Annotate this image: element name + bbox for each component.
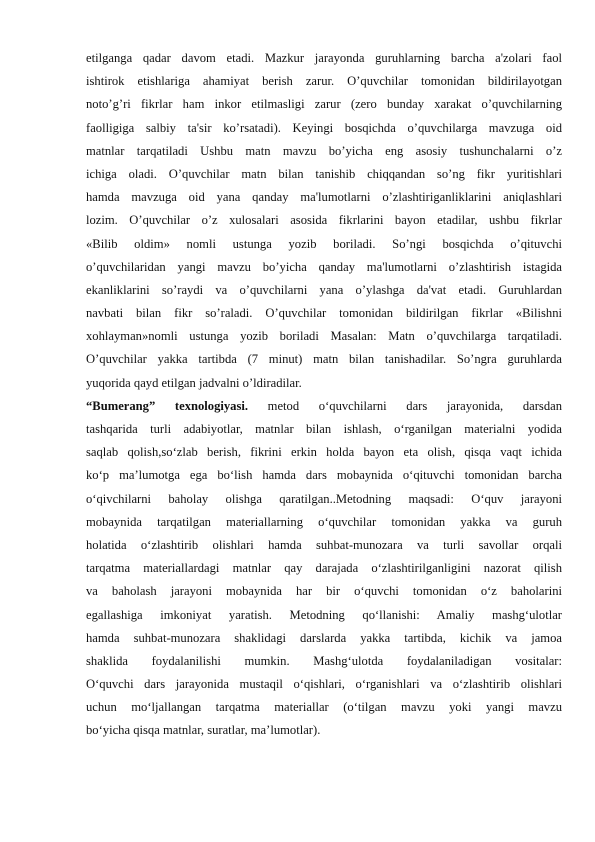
paragraph-line: lozim. O’quvchilar o’z xulosalari asosida fikrlarini bayon etadilar, ushbu fikrlar xyxy=(86,213,562,228)
paragraph-line: yuqorida qayd etilgan jadvalni o’ldiradilar. xyxy=(86,375,302,390)
paragraph-line: shaklida foydalanilishi mumkin. Mashg‘ulotda foydalaniladigan vositalar: xyxy=(86,653,562,668)
line-text: metod o‘quvchilarni dars jarayonida, darsdan xyxy=(248,398,562,413)
paragraph-line: holatida o‘zlashtirib olishlari hamda suhbat-munozara va turli savollar orqali xyxy=(86,537,562,552)
document-page xyxy=(86,47,562,743)
paragraph-line: ko‘p ma’lumotga ega bo‘lish hamda dars mobaynida o‘qituvchi tomonidan barcha xyxy=(86,468,562,483)
paragraph-line: hamda mavzuga oid yana qanday ma'lumotlarni o’zlashtiriganliklarini aniqlashlari xyxy=(86,190,562,205)
paragraph-line: «Bilib oldim» nomli ustunga yozib boriladi. So’ngi bosqichda o’qituvchi xyxy=(86,236,562,251)
paragraph-line: va baholash jarayoni mobaynida har bir o‘quvchi tomonidan o‘z baholarini xyxy=(86,584,562,599)
paragraph-line: o’quvchilaridan yangi mavzu bo’yicha qanday ma'lumotlarni o’zlashtirish istagida xyxy=(86,259,562,274)
paragraph-line: uchun mo‘ljallangan tarqatma materiallar (o‘tilgan mavzu yoki yangi mavzu xyxy=(86,700,562,715)
paragraph-1 xyxy=(86,47,562,395)
paragraph-line: saqlab qolish,so‘zlab berish, fikrini erkin holda bayon eta olish, qisqa vaqt ichida xyxy=(86,445,562,460)
paragraph-line: matnlar tarqatiladi Ushbu matn mavzu bo’yicha eng asosiy tushunchalarni o’z xyxy=(86,143,562,158)
paragraph-line: noto’g’ri fikrlar ham inkor etilmasligi zarur (zero bunday xarakat o’quvchilarning xyxy=(86,97,562,112)
paragraph-line xyxy=(86,395,562,418)
paragraph-line: xohlayman»nomli ustunga yozib boriladi Masalan: Matn o’quvchilarga tarqatiladi. xyxy=(86,329,562,344)
paragraph-line: etilganga qadar davom etadi. Mazkur jarayonda guruhlarning barcha a'zolari faol xyxy=(86,51,562,65)
paragraph-line: faolligiga salbiy ta'sir ko’rsatadi). Keyingi bosqichda o’quvchilarga mavzuga oid xyxy=(86,120,562,135)
paragraph-2 xyxy=(86,395,562,743)
paragraph-line: O’quvchilar yakka tartibda (7 minut) matn bilan tanishadilar. So’ngra guruhlarda xyxy=(86,352,562,367)
paragraph-line: tashqarida turli adabiyotlar, matnlar bilan ishlash, o‘rganilgan materialni yodida xyxy=(86,422,562,436)
paragraph-line: ishtirok etishlariga ahamiyat berish zarur. O’quvchilar tomonidan bildirilayotgan xyxy=(86,74,562,89)
paragraph-line: bo‘yicha qisqa matnlar, suratlar, ma’lumotlar). xyxy=(86,723,321,738)
paragraph-line: egallashiga imkoniyat yaratish. Metodning qo‘llanishi: Amaliy mashg‘ulotlar xyxy=(86,607,562,622)
paragraph-line: tarqatma materiallardagi matnlar qay darajada o‘zlashtirilganligini nazorat qilish xyxy=(86,561,562,576)
paragraph-line: ekanliklarini so’raydi va o’quvchilarni yana o’ylashga da'vat etadi. Guruhlardan xyxy=(86,282,562,297)
paragraph-line: o‘qivchilarni baholay olishga qaratilgan..Metodning maqsadi: O‘quv jarayoni xyxy=(86,491,562,506)
paragraph-line: O‘quvchi dars jarayonida mustaqil o‘qishlari, o‘rganishlari va o‘zlashtirib olishlari xyxy=(86,677,562,692)
paragraph-line: mobaynida tarqatilgan materiallarning o‘quvchilar tomonidan yakka va guruh xyxy=(86,514,562,529)
paragraph-line: ichiga oladi. O’quvchilar matn bilan tanishib chiqqandan so’ng fikr yuritishlari xyxy=(86,166,562,181)
paragraph-line: navbati bilan fikr so’raladi. O’quvchilar tomonidan bildirilgan fikrlar «Bilishni xyxy=(86,306,562,321)
paragraph-line: hamda suhbat-munozara shaklidagi darslarda yakka tartibda, kichik va jamoa xyxy=(86,630,562,645)
term-heading: “Bumerang” texnologiyasi. xyxy=(86,398,249,413)
